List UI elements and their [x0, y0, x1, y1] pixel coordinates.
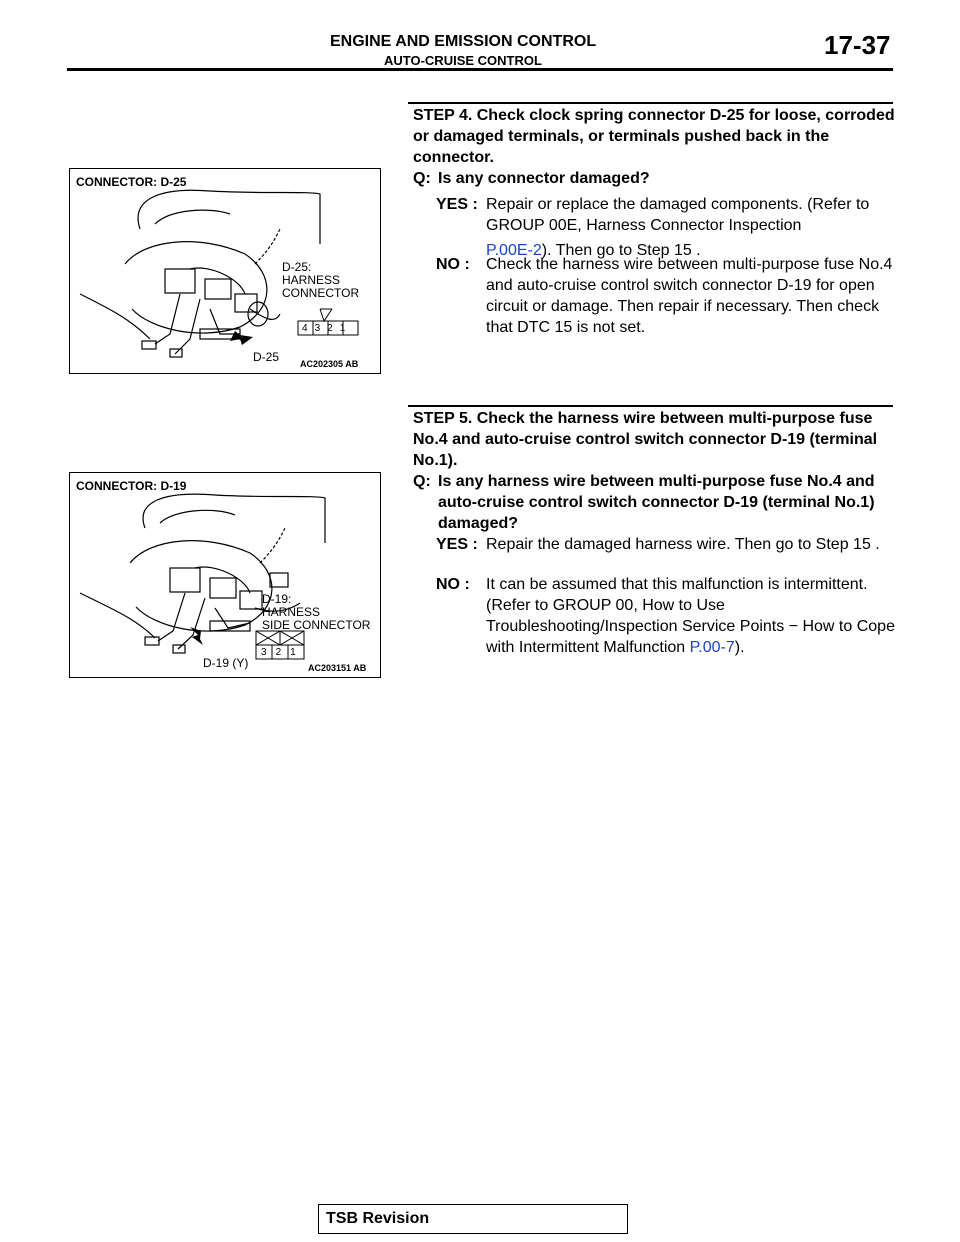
step5-yes-answer [436, 534, 896, 555]
step4-yes-link[interactable]: P.00E-2 [486, 242, 542, 259]
figure2-pointer-label: D-19 (Y) [203, 656, 249, 670]
step4-rule [408, 102, 893, 104]
figure1-code-number: AC202305 [300, 359, 344, 369]
figure1-code [300, 359, 358, 369]
step4-title: STEP 4. Check clock spring connector D-25 for loose, corroded or damaged terminals, or terminals pushed back in the connector. [413, 107, 895, 166]
step5-question-prefix: Q: [413, 473, 431, 490]
step5-question-text: Is any harness wire between multi-purpose fuse No.4 and auto-cruise control switch connector D-19 (terminal No.1) damaged? [438, 473, 875, 532]
figure1-callout-line1: D-25: [282, 260, 312, 274]
step5-no-link[interactable]: P.00-7 [689, 639, 735, 656]
step5-no-label: NO : [436, 576, 470, 593]
step4-no-answer [436, 254, 896, 338]
step5-rule [408, 405, 893, 407]
step5-yes-label: YES : [436, 536, 478, 553]
step5-no-text-2: ). [734, 639, 745, 656]
step4-no-text: Check the harness wire between multi-purpose fuse No.4 and auto-cruise control switch connector D-19 for open circuit or damage. Then repair if necessary. Then check that DTC 15 is not set. [486, 256, 893, 336]
figure2-callout [262, 593, 370, 632]
pin-3: 3 [314, 323, 328, 334]
figure1-code-suffix: AB [345, 359, 359, 369]
figure2-pins [261, 646, 305, 659]
step4-question-text: Is any connector damaged? [438, 170, 650, 187]
step4-yes-label: YES : [436, 196, 478, 213]
figure1-callout-line3: CONNECTOR [282, 286, 360, 300]
page-number: 17-37 [824, 30, 891, 60]
section-title: AUTO-CRUISE CONTROL [384, 53, 542, 68]
figure2-code-number: AC203151 [308, 663, 352, 673]
figure1-callout [282, 261, 359, 300]
figure2-callout-line1: D-19: [262, 592, 292, 606]
pin-1: 1 [290, 647, 305, 658]
tsb-revision-label: TSB Revision [326, 1210, 430, 1227]
figure1-pointer-label: D-25 [253, 350, 280, 364]
figure1-pins [302, 322, 352, 335]
pin-2: 2 [327, 323, 340, 334]
step4-question [413, 168, 893, 189]
step5-title: STEP 5. Check the harness wire between multi-purpose fuse No.4 and auto-cruise control switch connector D-19 (terminal No.1). [413, 410, 878, 469]
steering-column-illustration-2 [70, 473, 380, 677]
step5-no-answer [436, 574, 896, 658]
step4-no-label: NO : [436, 256, 470, 273]
step4-question-prefix: Q: [413, 170, 431, 187]
step5-yes-text: Repair the damaged harness wire. Then go to Step 15 . [486, 536, 880, 553]
pin-3: 3 [261, 647, 276, 658]
connector-d25-figure [69, 168, 381, 374]
figure1-callout-line2: HARNESS [282, 273, 341, 287]
tsb-revision-box [318, 1204, 628, 1234]
header-rule [67, 68, 893, 71]
figure2-callout-line3: SIDE CONNECTOR [262, 618, 371, 632]
figure2-title: CONNECTOR: D-19 [76, 479, 187, 493]
step5-no-text-1: It can be assumed that this malfunction is intermittent. (Refer to GROUP 00, How to Use Troubleshooting/Inspection Service Points − How to Cope with Intermittent Malfunction [486, 576, 895, 656]
step5-question [413, 471, 893, 534]
figure1-title: CONNECTOR: D-25 [76, 175, 187, 189]
figure2-callout-line2: HARNESS [262, 605, 321, 619]
figure2-code-suffix: AB [353, 663, 367, 673]
pointer-arrow-icon [230, 331, 253, 345]
step4-yes-answer [436, 194, 896, 261]
pin-4: 4 [302, 323, 315, 334]
figure2-code [308, 663, 366, 673]
chapter-title: ENGINE AND EMISSION CONTROL [330, 33, 597, 50]
pin-1: 1 [339, 323, 353, 334]
step4-yes-text-1: Repair or replace the damaged components. (Refer to GROUP 00E, Harness Connector Inspection [486, 196, 870, 234]
connector-d19-figure [69, 472, 381, 678]
pin-2: 2 [275, 647, 291, 658]
step4-yes-text-2: ). Then go to Step 15 . [541, 242, 701, 259]
